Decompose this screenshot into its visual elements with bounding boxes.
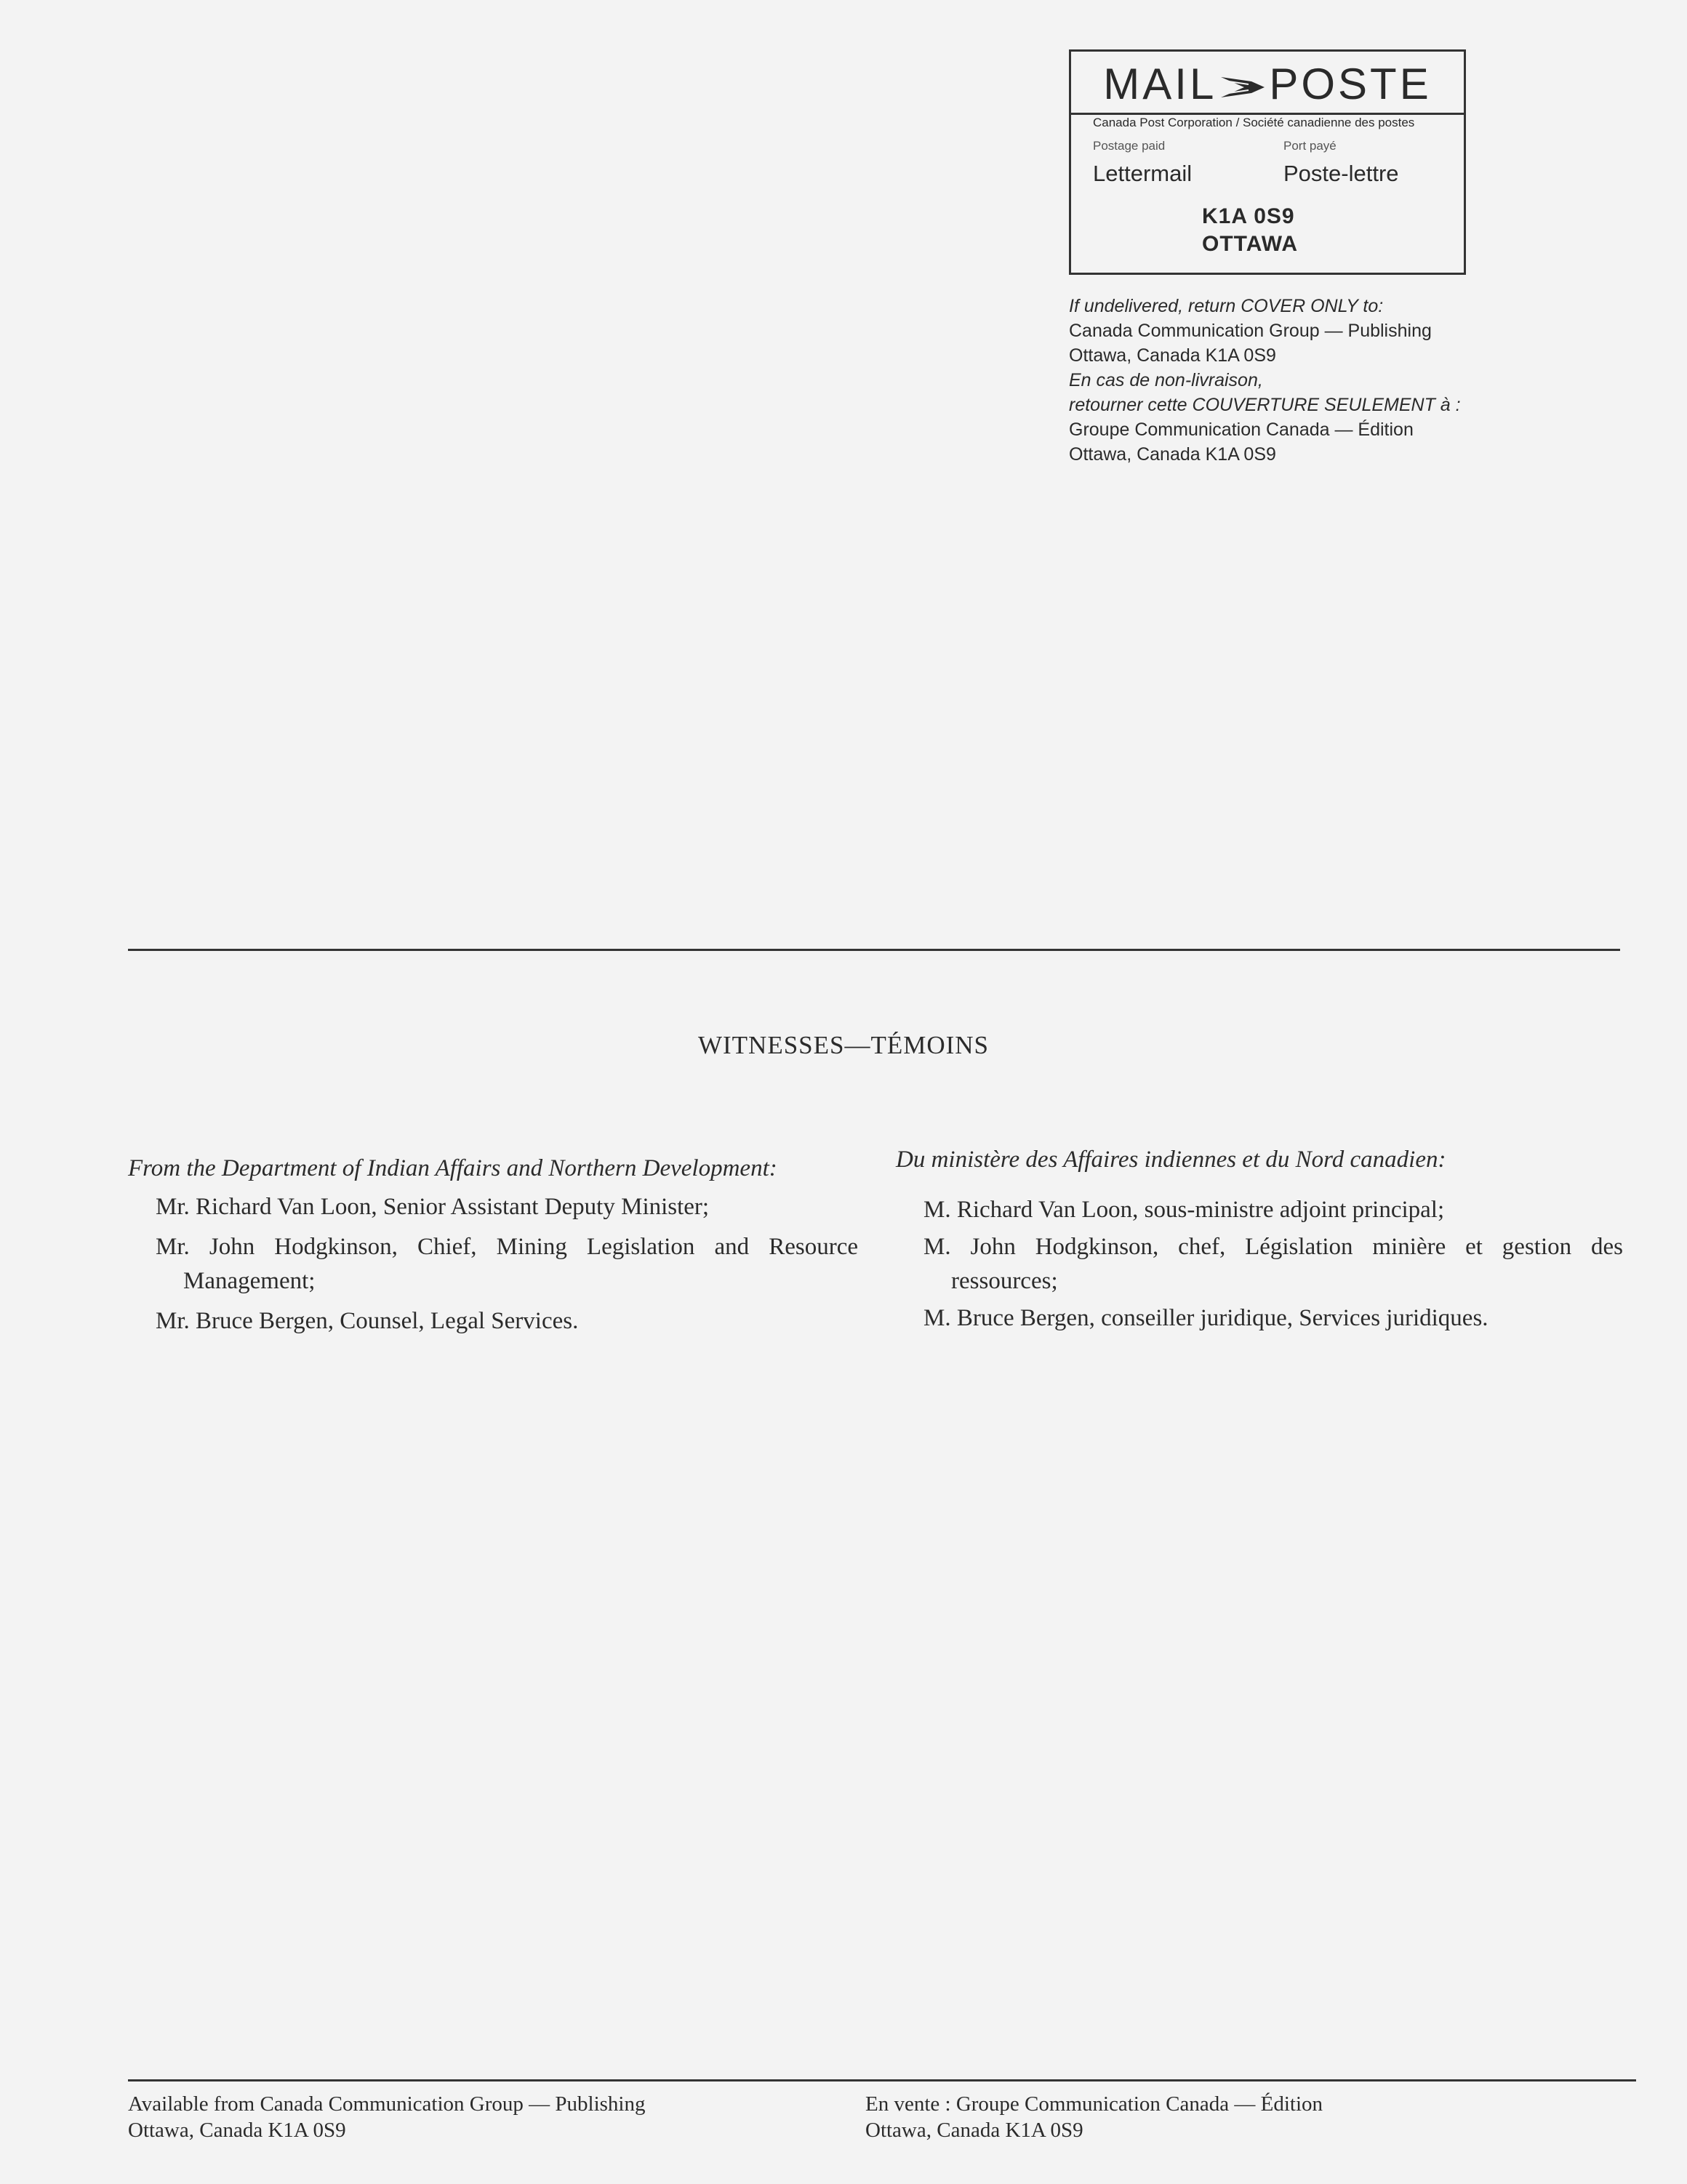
footer-line-fr-1: En vente : Groupe Communication Canada — Édition	[865, 2092, 1323, 2116]
footer-french	[865, 2091, 1323, 2143]
return-line-en-1: Canada Communication Group — Publishing	[1069, 321, 1432, 341]
section-divider	[128, 949, 1620, 951]
return-notice-fr-1: En cas de non-livraison,	[1069, 370, 1263, 390]
indicia-address	[1202, 203, 1298, 258]
corporation-line: Canada Post Corporation / Société canadienne des postes	[1093, 116, 1415, 129]
mail-poste-logo	[1071, 56, 1464, 115]
mail-class-en: Lettermail	[1093, 161, 1193, 186]
witnesses-intro-en: From the Department of Indian Affairs and Northern Development:	[128, 1155, 777, 1181]
return-notice-en: If undelivered, return COVER ONLY to:	[1069, 296, 1384, 316]
witness-item-en: Mr. Bruce Bergen, Counsel, Legal Services.	[156, 1308, 579, 1334]
witness-item-fr: M. Bruce Bergen, conseiller juridique, Services juridiques.	[923, 1305, 1488, 1331]
return-notice-fr-2: retourner cette COUVERTURE SEULEMENT à :	[1069, 395, 1461, 415]
witnesses-french	[896, 1143, 1623, 1338]
mail-class-fr: Poste-lettre	[1283, 161, 1399, 186]
witness-item-fr: M. Richard Van Loon, sous-ministre adjoint principal;	[923, 1197, 1445, 1223]
witnesses-heading: WITNESSES—TÉMOINS	[697, 1031, 990, 1059]
brand-poste: POSTE	[1269, 60, 1432, 108]
witness-item-en: Mr. Richard Van Loon, Senior Assistant Deputy Minister;	[156, 1194, 710, 1220]
witnesses-intro-fr: Du ministère des Affaires indiennes et du Nord canadien:	[896, 1147, 1446, 1173]
witness-item-fr: M. John Hodgkinson, chef, Législation minière et gestion des ressources;	[923, 1234, 1623, 1294]
city: OTTAWA	[1202, 232, 1299, 256]
return-line-en-2: Ottawa, Canada K1A 0S9	[1069, 345, 1276, 366]
brand-mail: MAIL	[1103, 60, 1217, 108]
postage-indicia	[1069, 49, 1466, 275]
footer-divider	[128, 2079, 1636, 2081]
arrow-icon	[1219, 59, 1266, 116]
footer-line-fr-2: Ottawa, Canada K1A 0S9	[865, 2119, 1083, 2142]
footer-line-en-1: Available from Canada Communication Group — Publishing	[128, 2092, 646, 2116]
postal-code: K1A 0S9	[1202, 204, 1295, 228]
return-line-fr-2: Ottawa, Canada K1A 0S9	[1069, 444, 1276, 465]
witnesses-english	[128, 1152, 858, 1344]
postage-paid-label-fr: Port payé	[1283, 139, 1337, 153]
witness-item-en: Mr. John Hodgkinson, Chief, Mining Legislation and Resource Management;	[156, 1234, 858, 1294]
postage-paid-label-en: Postage paid	[1093, 139, 1166, 153]
footer-english	[128, 2091, 645, 2143]
footer-line-en-2: Ottawa, Canada K1A 0S9	[128, 2119, 346, 2142]
return-line-fr-1: Groupe Communication Canada — Édition	[1069, 419, 1414, 440]
return-address	[1069, 294, 1578, 467]
